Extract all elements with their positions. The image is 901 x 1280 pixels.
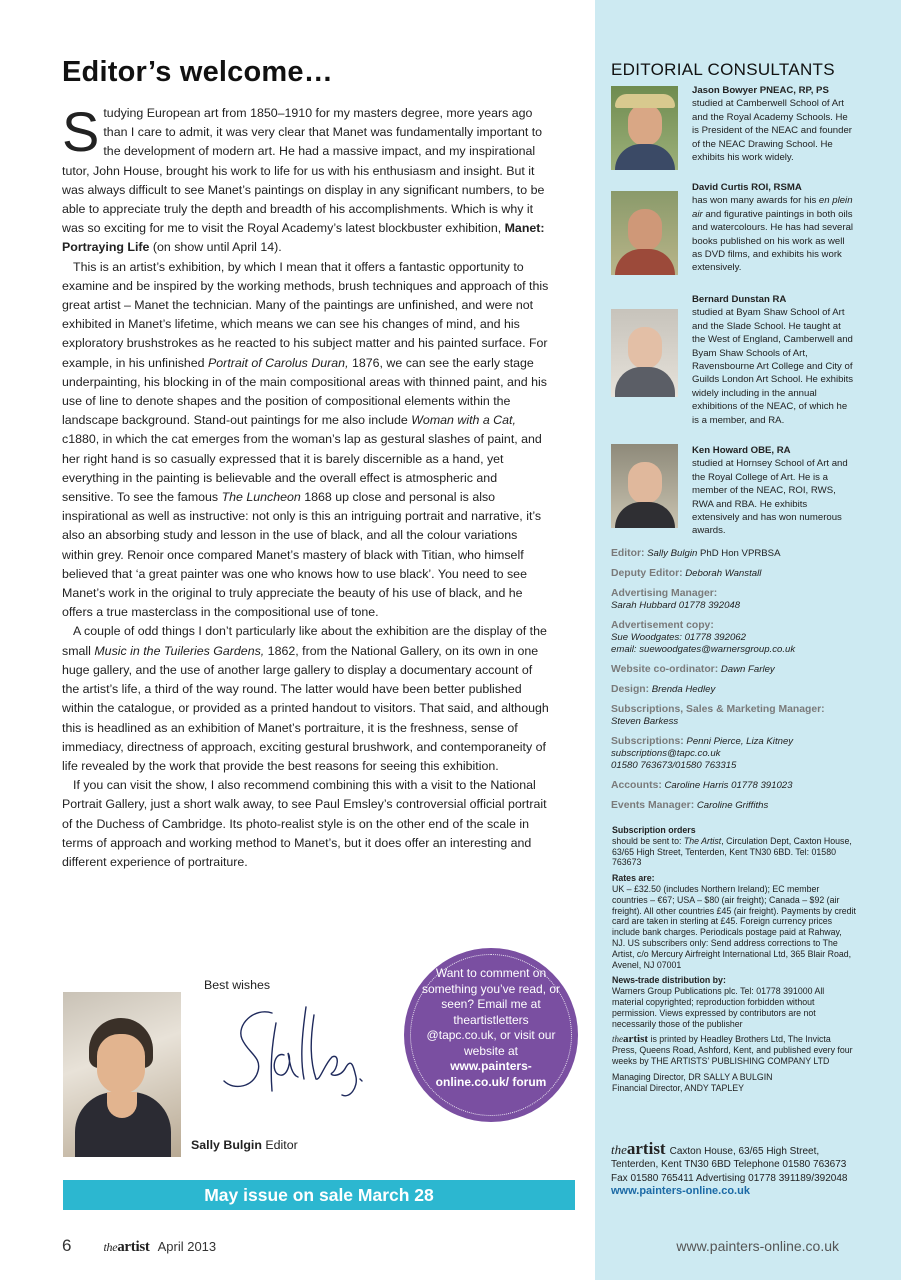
consultants-heading: EDITORIAL CONSULTANTS (611, 60, 835, 79)
the-artist-logo: theartist (612, 1033, 649, 1046)
page-number: 6 (62, 1236, 72, 1255)
article-body (62, 100, 550, 872)
consultant-bio: studied at Byam Shaw School of Art and the Slade School. He taught at the West of England, Camberwell and Byam Shaw Schools of Art, Ravensbourne Art College and City of Guilds London Art School. He exhibits widely including in the annual exhibitions of the NEAC, of which he is a member, and RA. (692, 307, 854, 426)
comment-bubble (404, 948, 578, 1122)
publisher-address: theartist Caxton House, 63/65 High Street, Tenterden, Kent TN30 6BD Telephone 01580 763673 Fax 01580 765411 Advertising 01778 391189/392048 www.painters-online.co.uk (611, 1142, 856, 1198)
consultant-bio: studied at Camberwell School of Art and the Royal Academy Schools. He is President of the NEAC and founder of the NEAC Drawing School. He exhibits his work widely. (692, 98, 852, 164)
footer-left (62, 1236, 216, 1256)
consultant-name: David Curtis ROI, RSMA (692, 182, 802, 193)
staff-subs-manager: Subscriptions, Sales & Marketing Manager: Steven Barkess (611, 704, 825, 727)
website-link[interactable]: www.painters-online.co.uk (611, 1184, 750, 1197)
staff-accounts: Accounts: Caroline Harris 01778 391023 (611, 780, 793, 791)
consultant-name: Jason Bowyer PNEAC, RP, PS (692, 85, 829, 96)
bubble-text: Want to comment on something you’ve read, or seen? Email me at theartistletters @tapc.co.uk, or visit our website at (421, 966, 561, 1058)
footer-website-link[interactable]: www.painters-online.co.uk (676, 1238, 839, 1254)
consultant-photo (611, 309, 678, 397)
staff-advertising: Advertising Manager: Sarah Hubbard 01778 392048 (611, 588, 741, 611)
staff-subscriptions: Subscriptions: Penni Pierce, Liza Kitney subscriptions@tapc.co.uk 01580 763673/01580 763315 (611, 736, 794, 771)
signature-image (214, 995, 384, 1105)
issue-date: April 2013 (157, 1239, 217, 1254)
staff-list (611, 548, 881, 820)
drop-cap: S (62, 100, 100, 163)
staff-design: Design: Brenda Hedley (611, 684, 716, 695)
best-wishes: Best wishes (204, 978, 271, 992)
forum-link[interactable]: www.painters-online.co.uk/ forum (435, 1059, 547, 1089)
article-paragraph: This is an artist’s exhibition, by which I mean that it offers a fantastic opportunity to examine and be inspired by the working methods, brush techniques and approach of this great artist – Manet the technician. Many of the paintings are unfinished, and were not exhibited in Manet’s lifetime, which means we can see his changes of mind, and his exploratory brushstrokes as he reacted to his subject matter and his painted surface. For example, in his unfinished Portrait of Carolus Duran, 1876, we can see the early stage underpainting, his blocking in of the main compositional areas with thinned paint, and his use of line to denote shapes and the position of compositional elements within the landscape background. Stand-out paintings for me also include Woman with a Cat, c1880, in which the cat emerges from the woman’s lap as gestural slashes of paint, and her right hand is so casually expressed that it is barely discernible as a hand, yet everything in the painting is believable and the overall effect is atmospheric and sensitive. To see the famous The Luncheon 1868 up close and personal is also inspirational as well as instructive: not only is this an intriguing portrait and narrative, it’s also an absorbing study and lesson in the use of black, and all the colour variations within grey. Renoir once compared Manet’s mastery of black with Titian, who himself believed that ‘a great painter was one who knows how to use black’. You need to see Manet’s work in the original to truly appreciate the beauty of his use of black, and he offers a true masterclass in the compositional use of tone. (62, 259, 549, 620)
the-artist-logo: theartist (103, 1239, 150, 1255)
exhibition-name: Manet: Portraying Life (62, 221, 545, 255)
the-artist-logo: theartist (611, 1139, 666, 1158)
staff-events: Events Manager: Caroline Griffiths (611, 800, 769, 811)
issue-banner: May issue on sale March 28 (63, 1180, 575, 1210)
consultant-photo (611, 86, 678, 170)
signer: Sally Bulgin Editor (191, 1138, 298, 1152)
article-paragraph: If you can visit the show, I also recommend combining this with a visit to the National Portrait Gallery, just a short walk away, to see Paul Emsley’s controversial official portrait of the Duchess of Cambridge. Its photo-realist style is on the other end of the scale in terms of approach and working method to Manet’s, but it does offer an interesting and different experience of portraiture. (62, 778, 547, 869)
staff-editor: Editor: Sally Bulgin PhD Hon VPRBSA (611, 548, 781, 559)
consultant-name: Bernard Dunstan RA (692, 294, 787, 305)
consultant-photo (611, 191, 678, 275)
staff-website: Website co-ordinator: Dawn Farley (611, 664, 775, 675)
subscription-info: Subscription orders should be sent to: The Artist, Circulation Dept, Caxton House, 63/65 High Street, Tenterden, Kent TN30 6BD. Tel: 01580 763673 Rates are: UK – £32.50 (includes Northern Ireland); EC member countries – €67; USA – $80 (air freight); Canada – $92 (air freight). All other countries £45 (air freight). Payments by credit card are taken in sterling at £45. Foreign currency prices include bank charges. Periodicals postage paid at Rahway, NJ. US subscribers only: Send address corrections to The Artist, c/o Mercury Airfreight International Ltd, 365 Blair Road, Avenel, NJ 07001 News-trade distribution by: Warners Group Publications plc. Tel: 01778 391000 All material copyrighted; reproduction forbidden without permission. Views expressed by contributors are not necessarily those of the publisher theartist is printed by Headley Brothers Ltd, The Invicta Press, Queens Road, Ashford, Kent, and published every four weeks by THE ARTISTS’ PUBLISHING COMPANY LTD Managing Director, DR SALLY A BULGIN Financial Director, ANDY TAPLEY (612, 825, 856, 1093)
consultant-bio: studied at Hornsey School of Art and the Royal College of Art. He is a member of the NEAC, ROI, RWS, RWA and RBA. He exhibits extensively and has won numerous awards. (692, 458, 848, 537)
article-paragraph: A couple of odd things I don’t particularly like about the exhibition are the display of the small Music in the Tuileries Gardens, 1862, from the National Gallery, on its own in one huge gallery, and the use of another large gallery to display a documentary account of the artist’s life, a third of the way round. The latter would have been better published within the catalogue, or provided as a printed handout to visitors. That said, and although this is headlined as an exhibition of Manet’s portraiture, it is the freshness, sense of immediacy, directness of approach, exciting gestural brushwork, and contemporaneity of life revealed by the work that provide the best reasons for seeing this exhibition. (62, 624, 549, 773)
consultant-bio: has won many awards for his en plein air and figurative paintings in both oils and watercolours. He has had several books published on his work as well as DVD films, and exhibits his work extensively. (692, 195, 854, 274)
article-paragraph: Studying European art from 1850–1910 for my masters degree, more years ago than I care to admit, it was very clear that Manet was fundamentally important to the development of modern art. He had a massive impact, and my inspirational tutor, John House, brought his work to life for us with his enthusiasm and insight. But it was always difficult to see Manet’s paintings on display in any significant numbers, to be able to appreciate truly the depth and breadth of his accomplishments. Which is why it was so exciting for me to visit the Royal Academy’s latest blockbuster exhibition, Manet: Portraying Life (on show until April 14). (62, 100, 545, 255)
editor-photo (63, 992, 181, 1157)
consultant-photo (611, 444, 678, 528)
staff-adcopy: Advertisement copy: Sue Woodgates: 01778 392062 email: suewoodgates@warnersgroup.co.uk (611, 620, 796, 655)
page-title: Editor’s welcome… (62, 56, 333, 88)
staff-deputy: Deputy Editor: Deborah Wanstall (611, 568, 762, 579)
consultant-name: Ken Howard OBE, RA (692, 445, 791, 456)
